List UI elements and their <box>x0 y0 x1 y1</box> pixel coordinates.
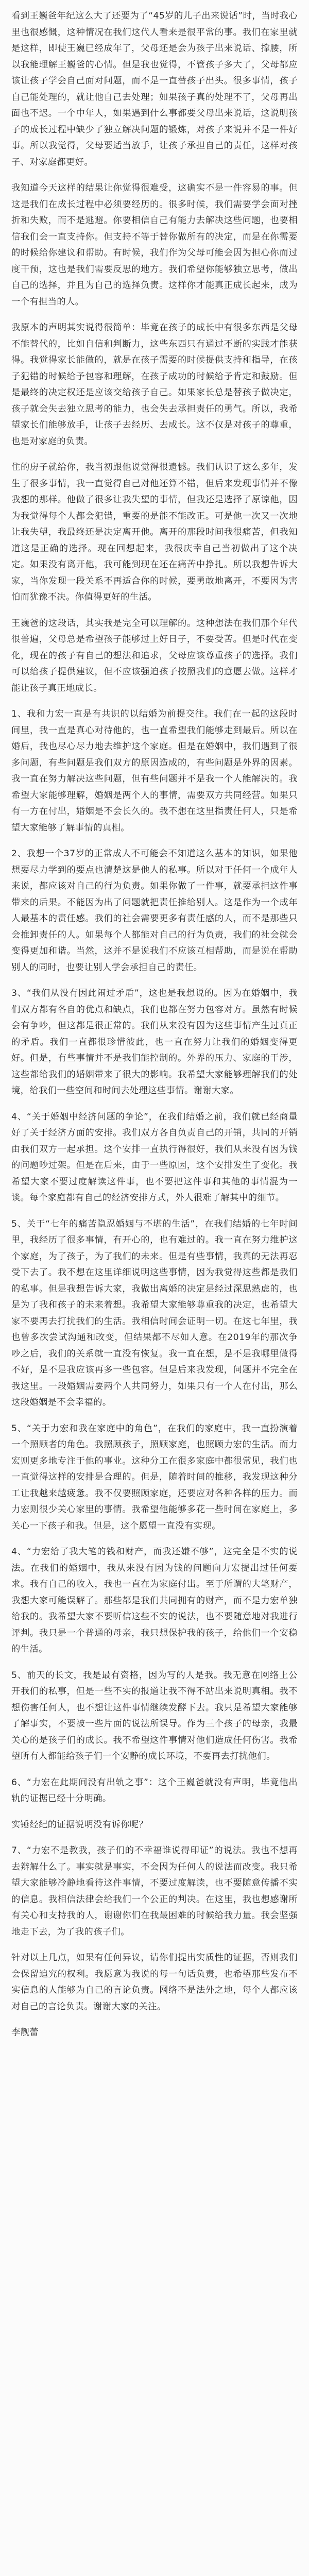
signature: 李靓蕾 <box>11 2027 39 2038</box>
numbered-paragraph: 3、“我们从没有因此闹过矛盾”，这也是我想说的。因为在婚姻中，我们双方都有各自的优点和缺点，我们也都在努力包容对方。虽然有时候会有争吵，但这都是很正常的。我们从来没有因为这些事情产生过真正的矛盾。我们一直都很珍惜彼此，也一直在努力让我们的婚姻变得更好。但是，有些事情并不是我们能控制的。外界的压力、家庭的干涉，这些都给我们的婚姻带来了很大的影响。我希望大家能够理解我们的处境，给我们一些空间和时间去处理这些事情。谢谢大家。 <box>11 988 298 1096</box>
paragraph: 看到王巍爸年纪这么大了还要为了“45岁的儿子出来说话”时，当时我心里也很感慨，这种情况在我们这代人看来是很平常的事。我们在家里就是这样，即使王巍已经成年了，父母还是会为孩子出来说话、撑腰，所以我能理解王巍爸的心情。但是我也觉得，不管孩子多大了，父母都应该让孩子学会自己面对问题，而不是一直替孩子出头。很多事情，孩子自己能处理的，就让他自己去处理；如果孩子真的处理不了，父母再出面也不迟。一个中年人，如果遇到什么事都要父母出来说话，这说明孩子的成长过程中缺少了独立解决问题的锻炼，对孩子来说并不是一件好事。所以我觉得，父母要适当放手，让孩子承担自己的责任，这样对孩子、对家庭都更好。 <box>11 11 298 167</box>
numbered-paragraph: 1、我和力宏一直是有共识的以结婚为前提交往。我们在一起的这段时间里，我一直是真心对待他的，也一直希望我们能够走到最后。所以在婚后，我也尽心尽力地去维护这个家庭。但是在婚姻中，我们遇到了很多问题，有些问题是我们双方的原因造成的，有些问题是外界的因素。我一直在努力解决这些问题，但有些问题并不是我一个人能解决的。我希望大家能够理解，婚姻是两个人的事情，需要双方共同经营。如果只有一方在付出，婚姻是不会长久的。我不想在这里指责任何人，只是希望大家能够了解事情的真相。 <box>11 709 298 833</box>
paragraph: 我知道今天这样的结果让你觉得很难受，这确实不是一件容易的事。但这是我们在成长过程中必须要经历的。很多时候，我们需要学会面对挫折和失败，而不是逃避。你要相信自己有能力去解决这些问题，也要相信我们会一直支持你。但支持不等于替你做所有的决定，而是在你需要的时候给你建议和帮助。有时候，我们作为父母可能会因为担心你而过度干预，这也是我们需要反思的地方。我们希望你能够独立思考，做出自己的选择，并且为自己的选择负责。这样你才能真正成长起来，成为一个有担当的人。 <box>11 183 298 307</box>
paragraph: 针对以上几点，如果有任何异议，请你们提出实质性的证据，否则我们会保留追究的权利。我愿意为我说的每一句话负责，也希望那些发布不实信息的人能够为自己的言论负责。网络不是法外之地，每个人都应该对自己的言论负责。谢谢大家的关注。 <box>11 1953 298 2012</box>
numbered-paragraph: 4、“力宏给了我大笔的钱和财产，而我还嫌不够”，这完全是不实的说法。在我们的婚姻中，我从来没有因为钱的问题向力宏提出过任何要求。我有自己的收入，我也一直在为家庭付出。至于所谓的大笔财产，我想大家可能误解了。那些都是我们共同拥有的财产，而不是力宏单独给我的。我希望大家不要听信这些不实的说法，也不要随意地对我进行评判。我只是一个普通的母亲，我只想保护我的孩子，给他们一个安稳的生活。 <box>11 1547 298 1654</box>
paragraph: 王巍爸的这段话，其实我是完全可以理解的。这种想法在我们那个年代很普遍，父母总是希望孩子能够过上好日子，不要受苦。但是时代在变化，现在的孩子有自己的想法和追求，父母应该尊重孩子的选择。我们可以给孩子提供建议，但不应该强迫孩子按照我们的意愿去做。这样才能让孩子真正地成长。 <box>11 618 298 693</box>
paragraph: 我原本的声明其实说得很简单：毕竟在孩子的成长中有很多东西是父母不能替代的，比如自信和判断力，这些东西只有通过不断的实践才能获得。我觉得家长能做的，就是在孩子需要的时候提供支持和指导，在孩子犯错的时候给予包容和理解，在孩子成功的时候给予肯定和鼓励。但是最终的决定权还是应该交给孩子自己。如果家长总是替孩子做决定，孩子就会失去独立思考的能力，也会失去承担责任的勇气。所以，我希望家长们能够放手，让孩子去经历、去成长。这不仅是对孩子的尊重，也是对家庭的负责。 <box>11 323 298 447</box>
numbered-paragraph: 5、前天的长文，我是最有资格，因为写的人是我。我无意在网络上公开我们的私事，但是一些不实的报道让我不得不站出来说明真相。我不想伤害任何人，也不想让这件事情继续发酵下去。我只是希望大家能够了解事实，不要被一些片面的说法所误导。作为三个孩子的母亲，我最关心的是孩子们的成长。我不希望这件事情对他们造成任何伤害。我希望所有人都能给孩子们一个安静的成长环境，不要再去打扰他们。 <box>11 1670 298 1761</box>
numbered-paragraph: 2、我想一个37岁的正常成人不可能会不知道这么基本的知识，如果他想要尽力学到的要点也清楚这是他人的私事。所以对于任何一个成年人来说，都应该对自己的行为负责。如果你做了一件事，就要承担这件事带来的后果。不能因为出了问题就把责任推给别人。这是作为一个成年人最基本的责任感。我们的社会需要更多有责任感的人，而不是那些只会推卸责任的人。如果每个人都能对自己的行为负责，我们的社会就会变得更加和谐。当然，这并不是说我们不应该互相帮助，而是说在帮助别人的同时，也要让别人学会承担自己的责任。 <box>11 849 298 973</box>
numbered-paragraph: 4、“关于婚姻中经济问题的争论”，在我们结婚之前，我们就已经商量好了关于经济方面的安排。我们双方各自负责自己的开销，共同的开销由我们双方一起承担。这个安排一直执行得很好，我们从来没有因为钱的问题吵过架。但是在后来，由于一些原因，这个安排发生了变化。我希望大家不要过度解读这件事，也不要把这件事和其他的事情混为一谈。每个家庭都有自己的经济安排方式，外人很难了解其中的细节。 <box>11 1111 298 1203</box>
numbered-paragraph: 5、关于“七年的痛苦隐忍婚姻与不堪的生活”，在我们结婚的七年时间里，我经历了很多事情，有开心的，也有难过的。我一直在努力维护这个家庭，为了孩子，为了我们的未来。但是有些事情，我真的无法再忍受下去了。我不想在这里详细说明这些事情，因为我觉得这些都是我们的私事。但是我想告诉大家，我做出离婚的决定是经过深思熟虑的，也是为了我和孩子的未来着想。我希望大家能够尊重我的决定，也希望大家不要再去打扰我们的生活。我相信时间会证明一切。在这七年里，我也曾多次尝试沟通和改变，但结果都不尽如人意。在2019年的那次争吵之后，我们的关系就一直没有恢复。我一直在想，是不是我哪里做得不好，是不是我应该再多一些包容。但是后来我发现，问题并不完全在我这里。一段婚姻需要两个人共同努力，如果只有一个人在付出，那么这段婚姻是不会幸福的。 <box>11 1218 298 1408</box>
numbered-paragraph: 5、“关于力宏和我在家庭中的角色”，在我们的家庭中，我一直扮演着一个照顾者的角色。我照顾孩子，照顾家庭，也照顾力宏的生活。而力宏则更多地专注于他的事业。这种分工在很多家庭中都很常见，我们也一直觉得这样的安排是合理的。但是，随着时间的推移，我发现这种分工让我越来越疲惫。我不仅要照顾家庭，还要应对各种各样的压力。而力宏则很少关心家里的事情。我希望他能够多花一些时间在家庭上，多关心一下孩子和我。但是，这个愿望一直没有实现。 <box>11 1423 298 1531</box>
numbered-paragraph: 6、“力宏在此期间没有出轨之事”：这个王巍爸就没有声明，毕竟他出轨的证据已经十分明确。 <box>11 1777 298 1804</box>
paragraph: 实锤经纪的证据说明没有诉你呢？ <box>11 1819 148 1830</box>
numbered-paragraph: 7、“力宏不是教我，孩子们的不幸福谁说得印证”的说法。我也不想再去辩解什么了。事实就是事实，不会因为任何人的说法而改变。我只希望大家能够冷静地看待这件事情，不要过度解读，也不要随意传播不实的信息。我相信法律会给我们一个公正的判决。在这里，我也想感谢所有关心和支持我的人，谢谢你们在我最困难的时候给我力量。我会坚强地走下去，为了我的孩子们。 <box>11 1845 298 1937</box>
paragraph: 住的房子就给你，我当初跟他说觉得很遗憾。我们认识了这么多年，发生了很多事情，我一直觉得自己对他还算不错，但后来发现事情并不像我想的那样。他做了很多让我失望的事情，但我还是选择了原谅他，因为我觉得每个人都会犯错，重要的是能不能改正。可是他一次又一次地让我失望，我最终还是决定离开他。离开的那段时间我很痛苦，但我知道这是正确的选择。现在回想起来，我很庆幸自己当初做出了这个决定。如果没有离开他，我可能到现在还在痛苦中挣扎。所以我想告诉大家，当你发现一段关系不再适合你的时候，要勇敢地离开，不要因为害怕而犹豫不决。你值得更好的生活。 <box>11 462 298 602</box>
